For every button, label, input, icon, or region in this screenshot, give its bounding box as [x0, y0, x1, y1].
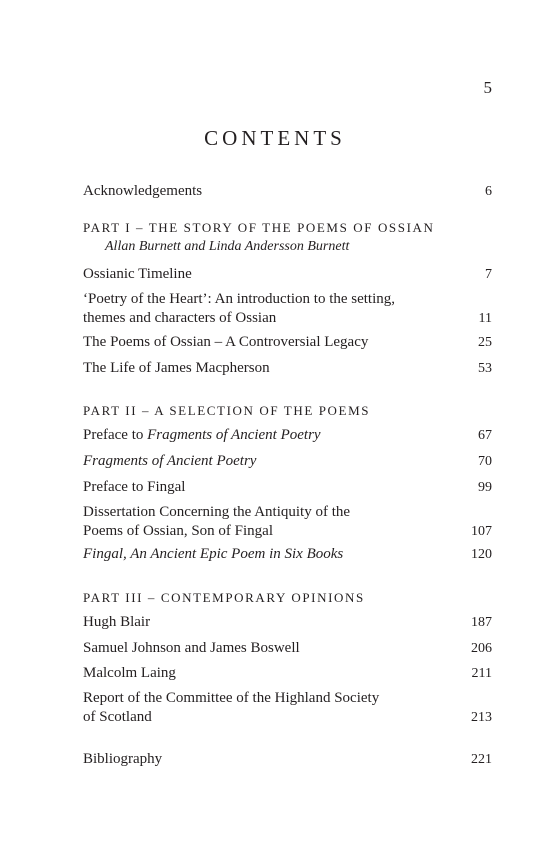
entry-page: 7	[485, 267, 492, 282]
toc-entry-fragments	[83, 452, 492, 471]
entry-page: 206	[471, 641, 492, 656]
entry-title: Acknowledgements	[83, 183, 203, 199]
part2-heading: PART II – A SELECTION OF THE POEMS	[83, 403, 371, 418]
toc-entry-preface-fingal	[83, 478, 492, 497]
part1-heading: PART I – THE STORY OF THE POEMS OF OSSIAN	[83, 220, 435, 235]
page-number: 5	[483, 78, 492, 97]
entry-page: 53	[478, 361, 492, 376]
entry-title-line1: ‘Poetry of the Heart’: An introduction to the setting,	[83, 291, 396, 307]
page-title: CONTENTS	[204, 126, 346, 150]
entry-title: Ossianic Timeline	[83, 266, 192, 282]
part3-heading: PART III – CONTEMPORARY OPINIONS	[83, 590, 365, 605]
entry-title-line2: Poems of Ossian, Son of Fingal	[83, 523, 274, 539]
toc-entry-dissertation	[83, 503, 492, 541]
entry-page: 67	[478, 428, 492, 443]
entry-title: Bibliography	[83, 751, 163, 767]
toc-entry-acknowledgements	[83, 182, 492, 201]
toc-entry-bibliography	[83, 750, 492, 769]
toc-entry-johnson	[83, 639, 492, 658]
toc-entry-laing	[83, 664, 492, 683]
entry-title: The Poems of Ossian – A Controversial Legacy	[83, 334, 369, 350]
entry-title: Fingal, An Ancient Epic Poem in Six Books	[83, 546, 344, 562]
entry-page: 25	[478, 335, 492, 350]
toc-entry-report	[83, 689, 492, 727]
entry-page: 213	[471, 710, 492, 725]
toc-entry-life	[83, 359, 492, 378]
entry-title	[83, 503, 471, 541]
entry-title	[83, 426, 478, 445]
entry-title-line2: themes and characters of Ossian	[83, 310, 277, 326]
entry-page: 187	[471, 615, 492, 630]
entry-title	[83, 689, 471, 727]
entry-title-line1: Report of the Committee of the Highland Society	[83, 690, 380, 706]
entry-page: 211	[471, 666, 492, 681]
entry-page: 99	[478, 480, 492, 495]
entry-title-italic: Fragments of Ancient Poetry	[147, 427, 321, 443]
part1-authors: Allan Burnett and Linda Andersson Burnett	[105, 239, 350, 254]
entry-title: Hugh Blair	[83, 614, 151, 630]
entry-page: 11	[478, 311, 492, 326]
entry-title-prefix: Preface to	[83, 427, 148, 443]
toc-entry-timeline	[83, 265, 492, 284]
entry-title-line2: of Scotland	[83, 709, 152, 725]
entry-page: 107	[471, 524, 492, 539]
entry-title: Fragments of Ancient Poetry	[83, 453, 257, 469]
entry-title: Preface to Fingal	[83, 479, 186, 495]
toc-entry-preface-fragments	[83, 426, 492, 445]
entry-title	[83, 290, 479, 328]
toc-entry-blair	[83, 613, 492, 632]
entry-page: 70	[478, 454, 492, 469]
entry-page: 6	[485, 184, 492, 199]
toc-entry-fingal-epic	[83, 545, 492, 564]
toc-entry-controversial	[83, 333, 492, 352]
entry-title: Samuel Johnson and James Boswell	[83, 640, 300, 656]
entry-page: 120	[471, 547, 492, 562]
entry-title: The Life of James Macpherson	[83, 360, 270, 376]
entry-page: 221	[471, 752, 492, 767]
entry-title-line1: Dissertation Concerning the Antiquity of the	[83, 504, 351, 520]
entry-title: Malcolm Laing	[83, 665, 176, 681]
toc-entry-poetry-heart	[83, 290, 492, 328]
